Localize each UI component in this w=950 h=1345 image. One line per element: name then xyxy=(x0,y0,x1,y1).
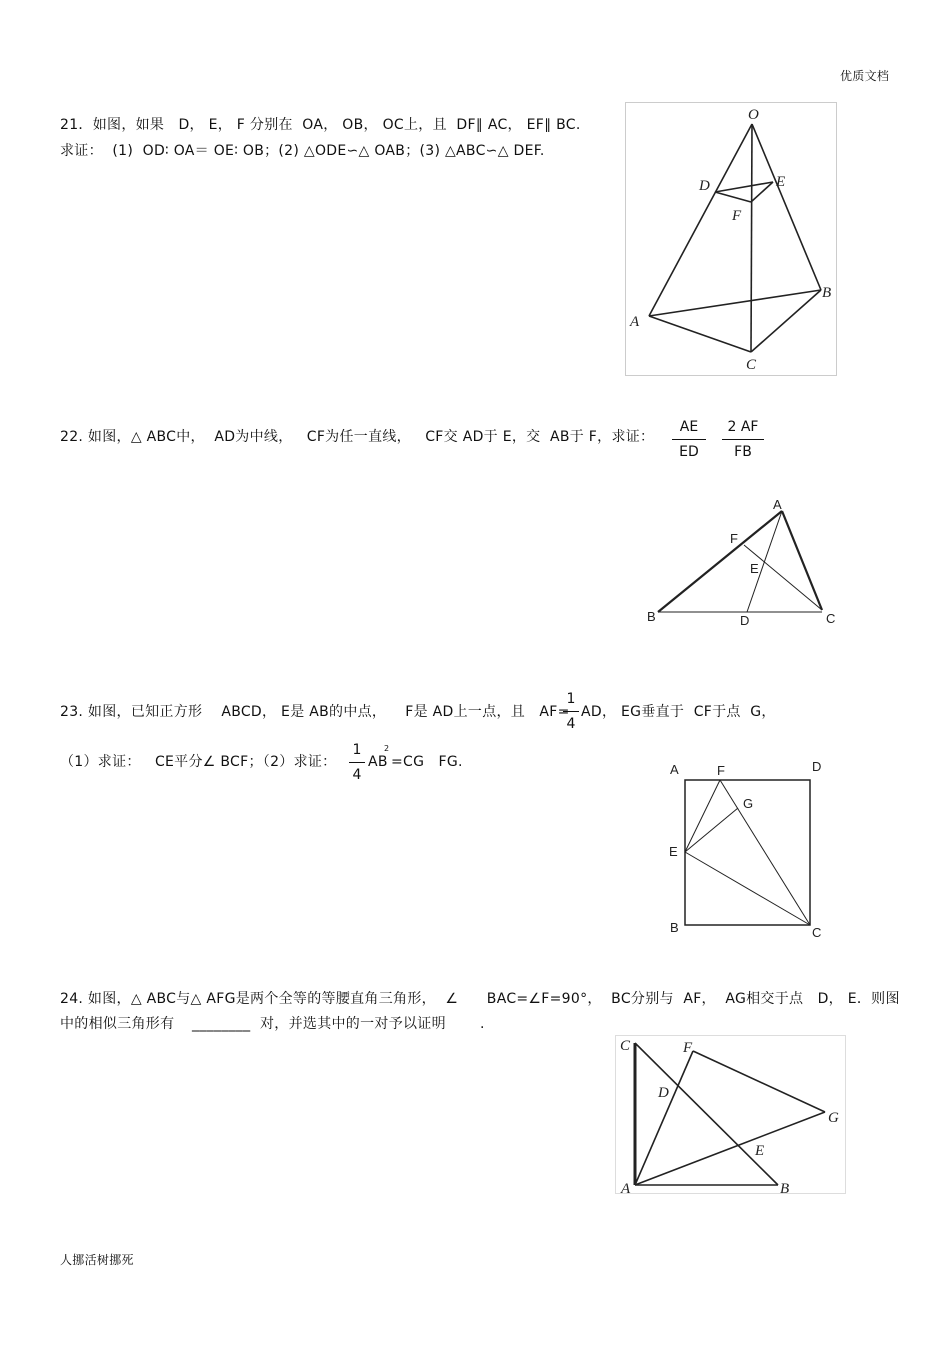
q23-label-E: E xyxy=(669,844,678,859)
q21-label-C: C xyxy=(746,357,757,373)
q24-line2-b: 对，并选其中的一对予以证明 xyxy=(260,1016,446,1032)
q22-frac1 xyxy=(672,418,706,461)
q23-frac2-den: 4 xyxy=(352,767,362,783)
q22-frac1-den: ED xyxy=(679,444,699,460)
q23-label-D: D xyxy=(812,759,822,774)
q23-line1-b: AD， EG垂直于 CF于点 G， xyxy=(581,704,776,720)
q23-label-A: A xyxy=(670,762,679,777)
q22-label-B: B xyxy=(647,609,656,624)
q23-line2-c: =CG FG. xyxy=(391,754,463,770)
q23-line2-a: （1）求证： CE平分∠ BCF；（2）求证： xyxy=(60,754,337,770)
q21-line1: 21．如图，如果 D， E， F 分别在 OA， OB， OC上，且 DF∥ AC， EF∥ BC. xyxy=(60,117,581,133)
q23-figure xyxy=(665,758,835,943)
q23-frac1-den: 4 xyxy=(566,716,576,732)
q24-figure xyxy=(615,1035,847,1197)
q23-label-C: C xyxy=(812,925,822,940)
q23-line2-ab: AB xyxy=(368,754,388,770)
q21-label-E: E xyxy=(776,174,786,190)
q24-label-D: D xyxy=(658,1085,669,1101)
q24-line1: 24. 如图，△ ABC与△ AFG是两个全等的等腰直角三角形， ∠ BAC=∠F=90°， BC分别与 AF， AG相交于点 D， E．则图 xyxy=(60,991,900,1007)
q23-label-F: F xyxy=(717,763,725,778)
q23-label-B: B xyxy=(670,920,679,935)
q24-label-F: F xyxy=(683,1040,693,1056)
q22-label-F: F xyxy=(730,531,738,546)
q24-label-A: A xyxy=(621,1181,631,1197)
q22-figure xyxy=(640,495,850,630)
q21-label-D: D xyxy=(699,178,710,194)
q22-label-C: C xyxy=(826,611,836,626)
q21-label-B: B xyxy=(822,285,832,301)
q23-frac1 xyxy=(563,690,579,733)
q24-answer-blank[interactable]: ________ xyxy=(192,1016,251,1032)
q24-line2-end: . xyxy=(480,1016,485,1032)
q24-label-B: B xyxy=(780,1181,790,1197)
q24-label-G: G xyxy=(828,1110,839,1126)
q23-frac1-num: 1 xyxy=(566,691,576,707)
q23-line1-a: 23. 如图，已知正方形 ABCD， E是 AB的中点， F是 AD上一点，且 AF= xyxy=(60,704,570,720)
q21-label-F: F xyxy=(732,208,742,224)
q24-figure-frame xyxy=(616,1036,846,1194)
q21-figure-frame xyxy=(626,103,837,376)
q23-frac2 xyxy=(349,741,365,784)
q22-frac2 xyxy=(722,418,764,461)
q22-label-E: E xyxy=(750,561,759,576)
q22-frac1-num: AE xyxy=(679,419,699,435)
q24-label-E: E xyxy=(755,1143,765,1159)
q21-label-O: O xyxy=(748,107,759,123)
q22-frac2-num: 2 AF xyxy=(727,419,759,435)
q21-label-A: A xyxy=(630,314,640,330)
q23-frac2-num: 1 xyxy=(352,742,362,758)
q24-label-C: C xyxy=(620,1038,631,1054)
q21-figure xyxy=(625,102,837,376)
q23-line2-sup: 2 xyxy=(384,744,390,753)
q22-text: 22. 如图，△ ABC中， AD为中线， CF为任一直线， CF交 AD于 E，交 AB于 F，求证： xyxy=(60,429,655,445)
q22-frac2-den: FB xyxy=(734,444,752,460)
q21-line2: 求证： (1) OD∶ OA＝ OE∶ OB；(2) △ODE∽△ OAB；(3) △ABC∽△ DEF. xyxy=(60,143,545,159)
q23-label-G: G xyxy=(743,796,754,811)
q24-line2-a: 中的相似三角形有 xyxy=(60,1016,175,1032)
footer-text: 人挪活树挪死 xyxy=(60,1253,134,1267)
header-label: 优质文档 xyxy=(840,69,890,83)
q22-label-A: A xyxy=(773,497,782,512)
q22-label-D: D xyxy=(740,613,750,628)
